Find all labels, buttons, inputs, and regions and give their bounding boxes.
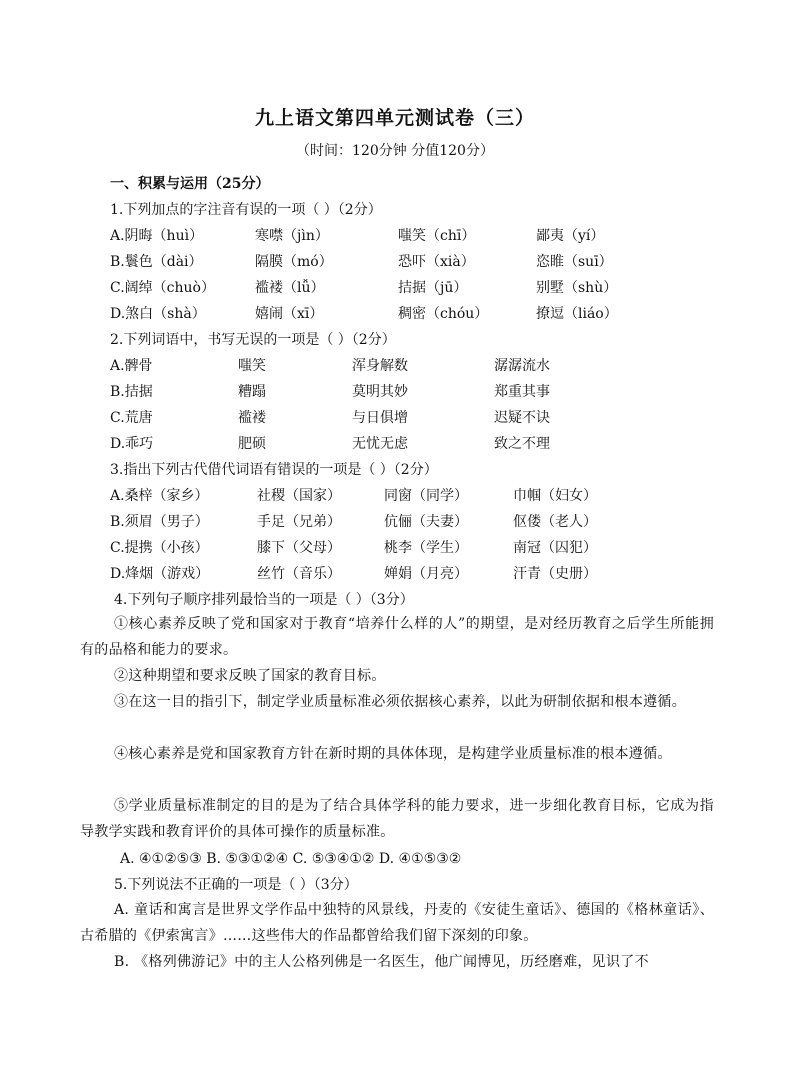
q1-option: 寒噤（jìn） — [255, 228, 329, 244]
q3-option: 汗青（史册） — [513, 566, 597, 582]
q3-option: 巾帼（妇女） — [513, 488, 597, 504]
q2-option: 致之不理 — [494, 436, 550, 452]
q1-option: 恣睢（suī） — [536, 254, 613, 270]
q3-stem: 3.指出下列古代借代词语有错误的一项是（ ）（2分） — [110, 462, 438, 478]
q1-option: B.鬟色（dài） — [110, 254, 203, 270]
q3-option: 同窗（同学） — [384, 488, 468, 504]
q4-options: A. ④①②⑤③ B. ⑤③①②④ C. ⑤③④①② D. ④①⑤③② — [120, 851, 462, 867]
q1-option: 褴褛（lǚ） — [255, 280, 325, 296]
q2-option: C.荒唐 — [110, 410, 153, 426]
q3-option: B.须眉（男子） — [110, 514, 209, 530]
q4-sentence-1: ①核心素养反映了党和国家对于教育“培养什么样的人”的期望，是对经历教育之后学生所能拥有的品格和能力的要求。 — [80, 616, 714, 658]
q1-option: 嬉闹（xī） — [255, 306, 324, 322]
q1-option: 撩逗（liáo） — [536, 306, 618, 322]
q2-option: 嗤笑 — [238, 358, 266, 374]
q4-sentence-3: ③在这一目的指引下，制定学业质量标准必须依据核心素养，以此为研制依据和根本遵循。 — [114, 694, 686, 710]
q3-option: 社稷（国家） — [257, 488, 341, 504]
q1-option: A.阴晦（huì） — [110, 228, 204, 244]
q2-option: 与日俱增 — [352, 410, 408, 426]
q1-option: D.煞白（shà） — [110, 306, 206, 322]
q3-option: A.桑梓（家乡） — [110, 488, 209, 504]
q3-option: 南冠（囚犯） — [513, 540, 597, 556]
q3-option: 手足（兄弟） — [257, 514, 341, 530]
section-heading: 一、积累与运用（25分） — [110, 176, 270, 192]
q5-option-a: A. 童话和寓言是世界文学作品中独特的风景线，丹麦的《安徒生童话》、德国的《格林童话》、古希腊的《伊索寓言》……这些伟大的作品都曾给我们留下深刻的印象。 — [80, 902, 714, 944]
q4-sentence-5: ⑤学业质量标准制定的目的是为了结合具体学科的能力要求，进一步细化教育目标，它成为指导教学实践和教育评价的具体可操作的质量标准。 — [80, 798, 714, 840]
q1-option: 拮据（jū） — [398, 280, 468, 296]
q1-option: C.阔绰（chuò） — [110, 280, 215, 296]
q2-option: D.乖巧 — [110, 436, 154, 452]
q3-option: C.提携（小孩） — [110, 540, 209, 556]
q3-option: 桃李（学生） — [384, 540, 468, 556]
q1-option: 鄙夷（yí） — [536, 228, 605, 244]
q2-option: 迟疑不诀 — [494, 410, 550, 426]
q1-option: 别墅（shù） — [536, 280, 618, 296]
q2-option: 莫明其妙 — [352, 384, 408, 400]
q3-option: D.烽烟（游戏） — [110, 566, 210, 582]
q2-option: 肥硕 — [238, 436, 266, 452]
q1-stem: 1.下列加点的字注音有误的一项（ ）（2分） — [110, 202, 382, 218]
q2-option: 郑重其事 — [494, 384, 550, 400]
q3-option: 伉俪（夫妻） — [384, 514, 468, 530]
q4-stem: 4.下列句子顺序排列最恰当的一项是（ ）（3分） — [114, 592, 414, 608]
exam-time-and-score: （时间：120分钟 分值120分） — [296, 143, 494, 159]
q2-option: 无忧无虑 — [352, 436, 408, 452]
q2-option: A.髀骨 — [110, 358, 153, 374]
q2-option: 褴褛 — [238, 410, 266, 426]
q3-option: 婵娟（月亮） — [384, 566, 468, 582]
q5-option-b: B. 《格列佛游记》中的主人公格列佛是一名医生，他广闻博见，历经磨难，见识了不 — [114, 954, 649, 970]
q5-stem: 5.下列说法不正确的一项是（ ）（3分） — [114, 877, 358, 893]
q3-option: 丝竹（音乐） — [257, 566, 341, 582]
q1-option: 恐吓（xià） — [398, 254, 475, 270]
q4-sentence-2: ②这种期望和要求反映了国家的教育目标。 — [114, 668, 386, 684]
q2-stem: 2.下列词语中，书写无误的一项是（ ）（2分） — [110, 332, 396, 348]
q2-option: 潺潺流水 — [494, 358, 550, 374]
q1-option: 嗤笑（chī） — [398, 228, 476, 244]
q3-option: 膝下（父母） — [257, 540, 341, 556]
q1-option: 稠密（chóu） — [398, 306, 489, 322]
q3-option: 伛偻（老人） — [513, 514, 597, 530]
q2-option: 浑身解数 — [352, 358, 408, 374]
page-title: 九上语文第四单元测试卷（三） — [254, 107, 535, 129]
q4-sentence-4: ④核心素养是党和国家教育方针在新时期的具体体现，是构建学业质量标准的根本遵循。 — [114, 746, 672, 762]
q2-option: B.拮据 — [110, 384, 153, 400]
q2-option: 糟蹋 — [238, 384, 266, 400]
q1-option: 隔膜（mó） — [255, 254, 333, 270]
